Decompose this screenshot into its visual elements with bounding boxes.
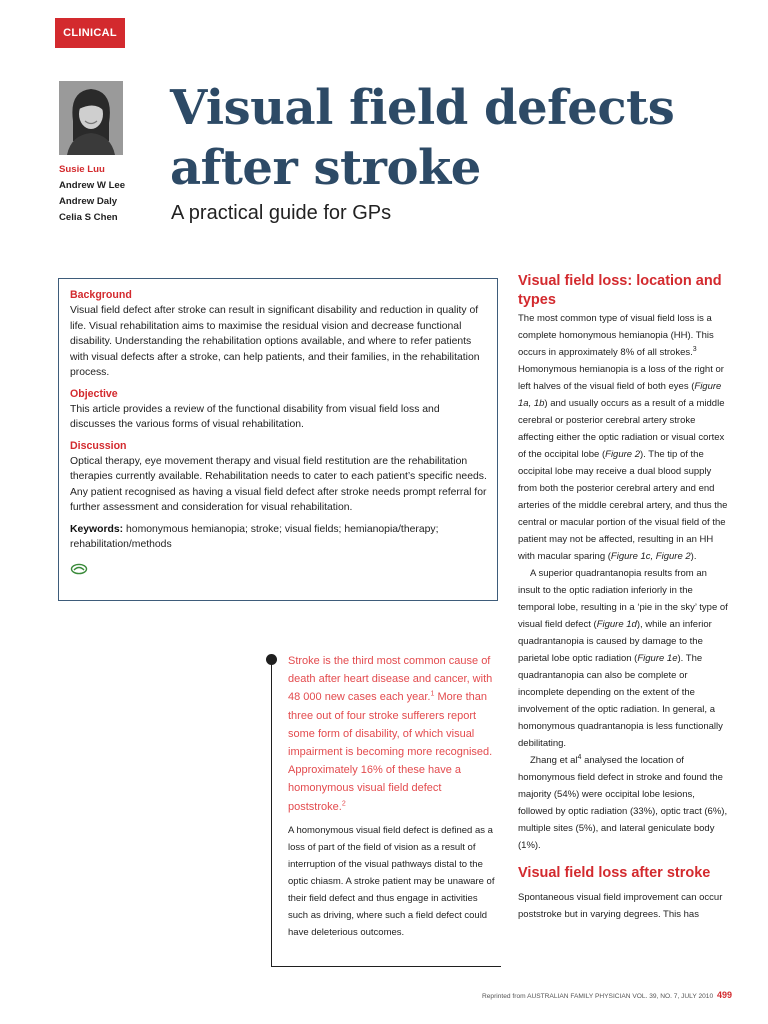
pullquote-rule-end — [271, 966, 501, 967]
article-subtitle: A practical guide for GPs — [171, 202, 392, 224]
background-text: Visual field defect after stroke can result in significant disability and reduction in quality of life. Visual rehabilitation aims to maximise the residual vision and decrease functional disability. Understanding the rehabilitation options available, and where to refer patients with visual defects after a stroke, can help patients, and their families, in the rehabilitation process. — [70, 305, 480, 378]
objective-text: This article provides a review of the functional disability from visual field loss and discusses the various forms of visual rehabilitation. — [70, 403, 440, 430]
right-column — [518, 272, 730, 923]
body-paragraph: Zhang et $al^4$ analysed the location of homonymous field defect in stroke and found the majority (54%) were occipital lobe lesions, followed by optic radiation (33%), optic tract (6%), multiple sites (5%), and lateral geniculate body (1%). — [518, 753, 728, 851]
discussion-text: Optical therapy, eye movement therapy and visual field restitution are the rehabilitation therapies currently available. Rehabilitation needs to cater to each patient’s specific needs. Any patient recognised as having a visual field defect after stroke needs prompt referral for further assessment and consideration for visual rehabilitation. — [70, 455, 487, 513]
background-heading: Background — [70, 289, 132, 301]
author-name: Celia S Chen — [59, 212, 118, 223]
section-heading: Visual field loss after stroke — [518, 865, 711, 881]
abstract-box — [58, 278, 498, 601]
keywords-text: homonymous hemianopia; stroke; visual fields; hemianopia/therapy; rehabilitation/methods — [70, 523, 439, 550]
figure-ref: Figure 2 — [605, 449, 640, 460]
keywords-label: Keywords: — [70, 523, 124, 535]
author-name: Andrew Daly — [59, 196, 118, 207]
article-title — [170, 78, 674, 198]
page-footer — [482, 990, 732, 1000]
footer-citation: Reprinted from AUSTRALIAN FAMILY PHYSICIAN VOL. 39, NO. 7, JULY 2010 — [482, 993, 714, 1000]
citation: 4 — [577, 753, 582, 761]
author-name: Susie Luu — [59, 164, 105, 175]
author-list — [59, 162, 125, 226]
author-name: Andrew W Lee — [59, 180, 126, 191]
citation: 3 — [692, 345, 697, 353]
discussion-heading: Discussion — [70, 439, 127, 452]
keywords — [70, 522, 487, 553]
section-tag — [55, 18, 125, 48]
page-number: 499 — [716, 990, 732, 1000]
section-label: CLINICAL — [63, 27, 117, 39]
citation: 2 — [341, 799, 346, 807]
citation: 1 — [430, 690, 435, 698]
body-paragraph: A superior quadrantanopia results from an insult to the optic radiation inferiorly in the temporal lobe, resulting in a ‘pie in the sky’ type of visual field defect (Figure 1d), while an inferior quadrantanopia is caused by damage to the parietal lobe optic radiation (Figure 1e). The quadrantanopia can also be complete or incomplete depending on the extent of the involvement of the optic radiation. In general, a homonymous quadrantanopia is less functionally debilitating. — [518, 568, 728, 749]
title-line: Visual field defects — [170, 80, 675, 136]
figure-ref: Figure 1e — [637, 653, 678, 664]
body-paragraph: Spontaneous visual field improvement can occur poststroke but in varying degrees. This has — [518, 892, 723, 920]
pullquote-text: More than three out of four stroke sufferers report some form of disability, of which visual impairment is becoming more recognised. Approximately 16% of these have a homonymous visual field defect poststroke. — [288, 691, 493, 813]
pullquote-text: Stroke is the third most common cause of death after heart disease and cancer, with 48 000 new cases each year. — [288, 655, 493, 704]
objective-heading: Objective — [70, 387, 118, 400]
body-paragraph: The most common type of visual field loss is a complete homonymous hemianopia (HH). This occurs in approximately 8% of all strokes.$^3$ Homonymous hemianopia is a loss of the right or left halves of the visual field of both eyes (Figure 1a, 1b) and usually occurs as a result of a middle cerebral or posterior cerebral artery stroke affecting either the optic radiation or visual cortex of the occipital lobe (Figure 2). The tip of the occipital lobe may receive a dual blood supply from both the posterior cerebral artery and end arteries of the middle cerebral artery, and thus the central or macular portion of the visual field of the patient may not be affected, resulting in an HH with macular sparing (Figure 1c, Figure 2). — [518, 313, 728, 562]
section-heading: Visual field loss: location and types — [518, 273, 722, 308]
title-line: after stroke — [170, 140, 481, 196]
figure-ref: Figure 1c, Figure 2 — [610, 551, 691, 562]
figure-ref: Figure 1d — [596, 619, 637, 630]
pullquote — [288, 652, 496, 816]
pullquote-rule — [271, 660, 272, 966]
figure-ref: Figure 1a, 1b — [518, 381, 722, 409]
author-photo-image — [59, 81, 123, 155]
cpd-icon — [70, 563, 88, 581]
body-paragraph: A homonymous visual field defect is defined as a loss of part of the field of vision as a result of interruption of the visual pathways distal to the optic chiasm. A stroke patient may be unaware of their field defect and thus engage in activities such as driving, where such a field defect could have deleterious outcomes. — [288, 825, 495, 938]
author-photo — [59, 81, 123, 155]
